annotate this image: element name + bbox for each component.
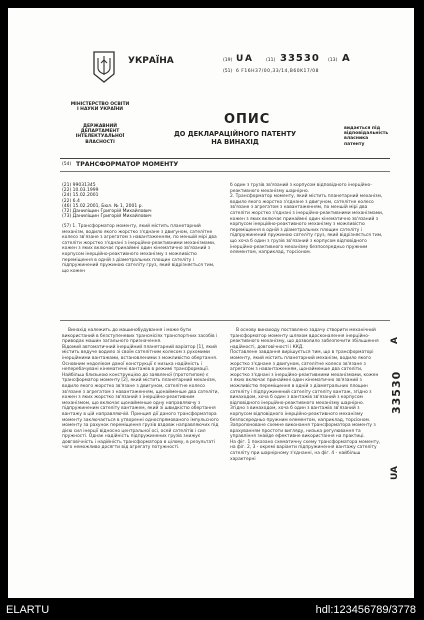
code-54: (54) — [62, 162, 72, 167]
biblio-line: (24) 15.02.2001 — [62, 193, 99, 199]
side-kind: A — [390, 337, 400, 344]
country-code: UA — [236, 54, 254, 64]
code-11: (11) — [266, 58, 276, 63]
doc-title: ОПИС — [224, 112, 271, 127]
kind-code: A — [342, 53, 350, 64]
header-divider — [60, 158, 390, 159]
ipc-value: 6 F16H37/00,33/14,B60K17/08 — [236, 69, 320, 74]
claim-text-left: (57) 1. Трансформатор моменту, який містить планетарний механізм, водило якого жорстко з'єднане з двигуном, сателітне колесо зв'язане з агрегатом з навантаженням, по меншій мірі два сателіти жорстко з'єднані з інерційно-реактивними механізмами, кожен з яких включає принаймні один кінематично зв'язаний з корпусом інерційно-реактивного механізму з можливістю переміщення в одній з діаметральних площин сателіту і підпружинений пружиною сателіту груз, який відрізняється тим, що кожен — [62, 224, 217, 274]
biblio-line: (21) 99031345 — [62, 183, 96, 188]
country-name: УКРАЇНА — [128, 56, 174, 66]
footer-bar — [0, 600, 424, 620]
invention-title: ТРАНСФОРМАТОР МОМЕНТУ — [76, 161, 179, 168]
ministry-name: МІНІСТЕРСТВО ОСВІТИ І НАУКИ УКРАЇНИ — [70, 102, 130, 113]
biblio-line: (22) 6.4 — [62, 198, 80, 204]
biblio-line: (72) Даниліщин Григорій Михайлович — [62, 209, 152, 215]
patent-number: 33530 — [280, 53, 320, 64]
side-country-code: UA — [390, 466, 400, 480]
biblio-line: (46) 15.02.2001, Бюл. № 1, 2001 р. — [62, 203, 143, 209]
ipc-code: (51) — [223, 69, 233, 74]
trident-emblem-icon — [92, 50, 116, 84]
biblio-list — [62, 183, 212, 219]
biblio-line: (22) 10.03.1999 — [62, 188, 99, 194]
side-patent-number: 33530 — [390, 370, 403, 414]
side-note: видається під відповідальність власника патенту — [344, 126, 389, 147]
footer-handle: hdl:123456789/3778 — [315, 604, 416, 616]
biblio-line: (73) Даниліщин Григорій Михайлович — [62, 214, 152, 220]
code-13: (13) — [328, 58, 338, 63]
doc-subtitle: ДО ДЕКЛАРАЦІЙНОГО ПАТЕНТУ НА ВИНАХІД — [173, 130, 297, 146]
code-19: (19) — [223, 58, 233, 63]
department-name: ДЕРЖАВНИЙ ДЕПАРТАМЕНТ ІНТЕЛЕКТУАЛЬНОЇ ВЛАСНОСТІ — [75, 124, 125, 145]
description-right: В основу винаходу поставлено задачу створити механічний трансформатор моменту шляхом вдосконалення інерційно-реактивного механізму, що дозволило забезпечити збільшення надійності, довговічності і ККД. Поставлене завдання вирішується тим, що в трансформаторі моменту, який містить планетарний механізм, водило якого жорстко з'єднане з двигуном, сателітне колесо зв'язане з агрегатом з навантаженням, щонайменше два сателіти, жорстко з'єднані з інерційно-реактивними механізмами, кожен з яких включає принаймні один кінематично зв'язаний з можливістю переміщення в одній з діаметральних площин сателіту і підпружинений сателіту сателіту вантаж, згідно з винаходом, хоча б один з вантажів зв'язаний з корпусом відповідного інерційно-реактивного механізму шарнірно. Згідно з винаходом, хоча б один з вантажів зв'язаний з корпусом відповідного інерційно-реактивного механізму безпосередньо пружним елементом, наприклад, торсіоном. Запропоноване схемне виконання трансформатора моменту з врахуванням простоти вигляду, низька регулювання та управління знайде ефективне використання на практиці. На фіг. 1 показано схематичну схему трансформатора моменту, на фіг. 2, 3 - окремі варіанти підпружинення вантажу сателіту сателіту при шарнірному з'єднанні, на фіг. 4 - найбільш характерні — [230, 328, 381, 462]
claims-divider — [60, 320, 390, 321]
patent-page — [8, 8, 414, 598]
description-left: Винахід належить до машинобудування і може бути використаний в безступеневих трансмісіях транспортних засобів і приводах машин загального призначення. Відомий автоматичний інерційний планетарний варіатор [1], який містить ведуче водило зі своїм сателітним колесом з рухомими інерційними вантажами, встановленими з можливістю обертання. Основним недоліком даної конструкції є низька надійність і неперебачувані кінематичні вантажів в режимі трансформації. Найбільш близькою конструкцією до заявленої (прототипом) є трансформатор моменту [2], який містить планетарний механізм, водило якого жорстко зв'язане з двигуном, сателітне колесо зв'язане з агрегатом з навантаженням, щонайменше два сателіти, кожен з яких жорстко зв'язаний з інерційно-реактивним механізмом, що включає щонайменше одну направляючу з підпружиненим сателіту вантажем, який зі швидкістю обертання вантажу в цій направляючій. Принцип дії даного трансформатора моменту заключається в утворенні односпрямованого імпульсного моменту за рахунок переміщення грузів вздовж направляючих під дією сил інерції відносно центральної осі, осей сателітів і сил пружності. Однак надійність підпружинених грузів знижує довговічність і надійність трансформатора в цілому, в результаті чого неможливо досягти від агрегату потужності. — [62, 328, 219, 451]
claim-text-right: б один з грузів зв'язаний з корпусом відповідного інерційно-реактивного механізму шарнірно. 2. Трансформатор моменту, який містить планетарний механізм, водило якого жорстко з'єднане з двигуном, сателітне колесо зв'язане з агрегатом з навантаженням, по меншій мірі два сателіти жорстко з'єднані з інерційно-реактивними механізмами, кожен з яких включає принаймні один кінематично зв'язаний з корпусом інерційно-реактивного механізму з можливістю переміщення в одній з діаметральних площин сателіту і підпружинений пружиною сателіту груз, який відрізняється тим, що хоча б один з грузів зв'язаний з корпусом відповідного інерційно-реактивного механізму безпосередньо пружним елементом, наприклад, торсіоном. — [230, 183, 384, 256]
footer-source: ELARTU — [6, 604, 50, 616]
title-divider — [60, 171, 390, 172]
